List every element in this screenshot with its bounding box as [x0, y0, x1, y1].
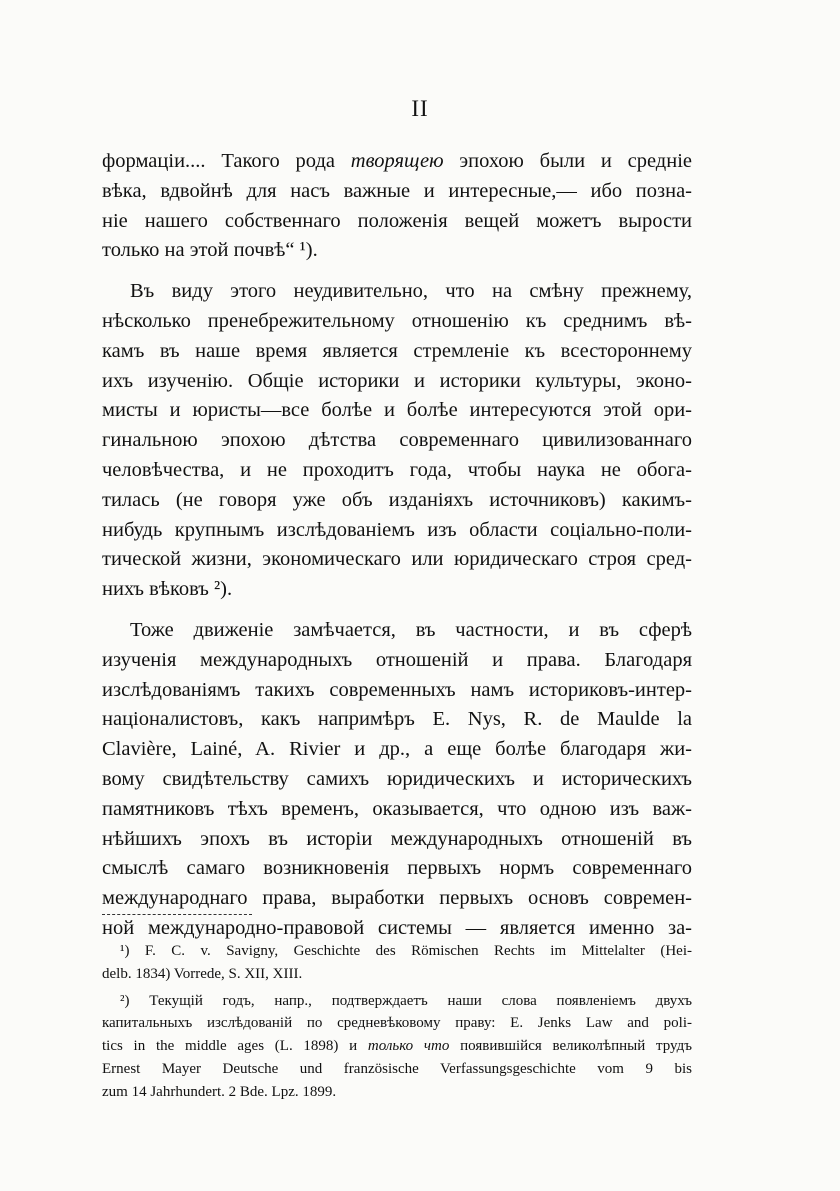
- text-line: нихъ вѣковъ ²).: [102, 578, 233, 601]
- text-line: вому свидѣтельству самихъ юридическихъ и историческихъ: [102, 767, 692, 790]
- footnote-1: [102, 940, 692, 986]
- text-line: гинальною эпохою дѣтства современнаго цивилизованнаго: [102, 429, 692, 452]
- text-line: международнаго права, выработки первыхъ основъ современ-: [102, 887, 692, 910]
- text-line: камъ въ наше время является стремленіе къ всестороннему: [102, 339, 692, 362]
- text-line: нѣсколько пренебрежительному отношенію къ среднимъ вѣ-: [102, 309, 692, 332]
- text-line: памятниковъ тѣхъ временъ, оказывается, что одною изъ важ-: [102, 797, 692, 820]
- text-line: вѣка, вдвойнѣ для насъ важные и интересные,— ибо позна-: [102, 179, 692, 202]
- text-line: ніе нашего собственнаго положенія вещей можетъ вырости: [102, 209, 692, 232]
- footnote-line: zum 14 Jahrhundert. 2 Bde. Lpz. 1899.: [102, 1083, 337, 1100]
- paragraph-3: [102, 616, 692, 944]
- footnote-line: tics in the middle ages (L. 1898) и только что появившійся великолѣпный трудъ: [102, 1038, 692, 1055]
- footnote-line: delb. 1834) Vorrede, S. XII, XIII.: [102, 965, 303, 982]
- text-line: Clavière, Lainé, A. Rivier и др., а еще болѣе благодаря жи-: [102, 738, 692, 761]
- text-line: человѣчества, и не проходитъ года, чтобы наука не обога-: [102, 458, 692, 481]
- text-line: націоналистовъ, какъ напримѣръ E. Nys, R. de Maulde la: [102, 708, 692, 731]
- paragraph-1: [102, 147, 692, 266]
- text-line: изученія международныхъ отношеній и права. Благодаря: [102, 648, 692, 671]
- emphasis: творящею: [350, 150, 444, 172]
- text-line: мисты и юристы—все болѣе и болѣе интересуются этой ори-: [102, 399, 692, 422]
- text-line: формаціи.... Такого рода творящею эпохою были и средніе: [102, 150, 692, 172]
- page-number: II: [411, 96, 429, 121]
- body-text: [102, 147, 692, 944]
- emphasis: только что: [367, 1038, 450, 1055]
- footnote-line: капитальныхъ изслѣдованій по средневѣковому праву: E. Jenks Law and poli-: [102, 1015, 692, 1032]
- text-line: тилась (не говоря уже объ изданіяхъ источниковъ) какимъ-: [102, 488, 692, 511]
- text-line: изслѣдованіямъ такихъ современныхъ намъ историковъ-интер-: [102, 678, 692, 701]
- text-line: ихъ изученію. Общіе историки и историки культуры, эконо-: [102, 369, 692, 392]
- text-line: смыслѣ самаго возникновенія первыхъ нормъ современнаго: [102, 857, 692, 880]
- footnotes: [102, 940, 692, 1104]
- text-line: только на этой почвѣ“ ¹).: [102, 239, 318, 262]
- footnote-divider: [102, 914, 252, 915]
- footnote-line: ¹) F. C. v. Savigny, Geschichte des Römischen Rechts im Mittelalter (Hei-: [120, 943, 692, 959]
- text-line: тической жизни, экономическаго или юридическаго строя сред-: [102, 548, 692, 571]
- footnote-2: [102, 990, 692, 1104]
- text-line: Тоже движеніе замѣчается, въ частности, и въ сферѣ: [130, 618, 692, 641]
- footnote-line: ²) Текущій годъ, напр., подтверждаетъ наши слова появленіемъ двухъ: [120, 992, 692, 1009]
- text-line: нѣйшихъ эпохъ въ исторіи международныхъ отношеній въ: [102, 827, 692, 850]
- text-line: нибудь крупнымъ изслѣдованіемъ изъ области соціально-поли-: [102, 518, 692, 541]
- paragraph-2: [102, 277, 692, 605]
- text-line: ной международно-правовой системы — является именно за-: [102, 916, 692, 939]
- text-line: Въ виду этого неудивительно, что на смѣну прежнему,: [130, 280, 692, 303]
- footnote-line: Ernest Mayer Deutsche und französische Verfassungsgeschichte vom 9 bis: [102, 1060, 692, 1077]
